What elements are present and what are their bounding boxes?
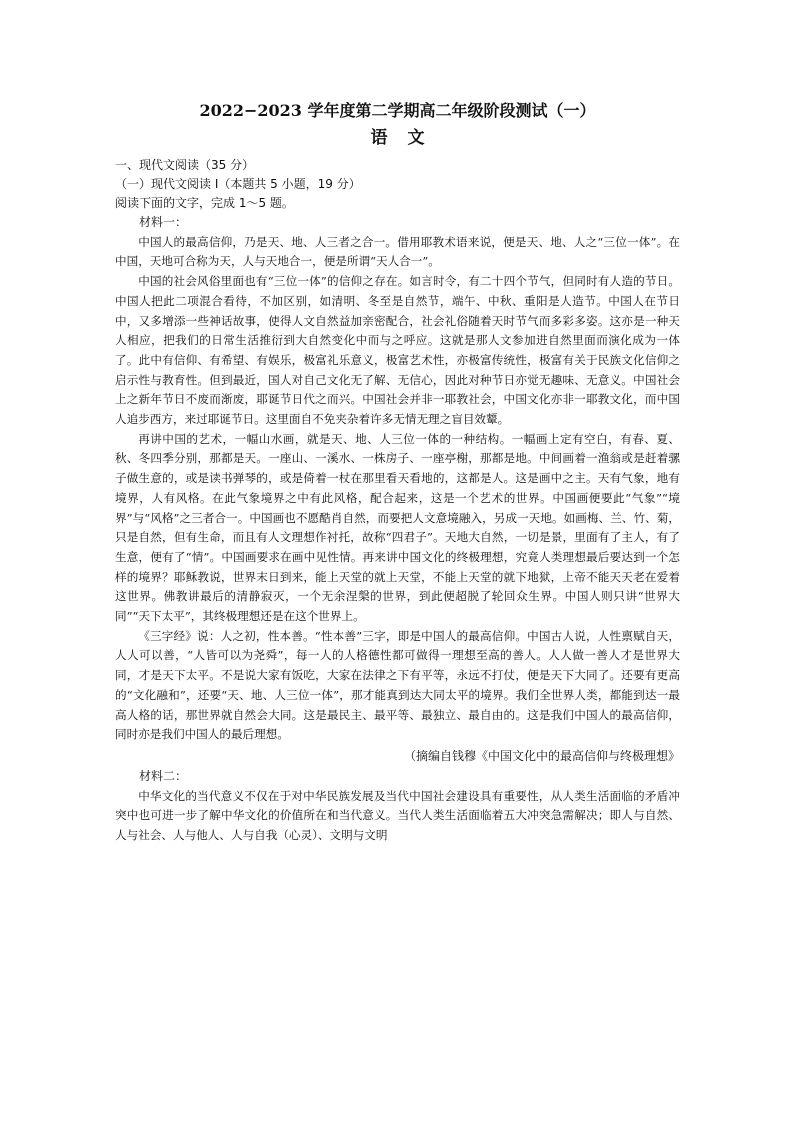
material-2-label: 材料二： <box>139 768 188 783</box>
subject-title: 语文 <box>370 128 445 148</box>
material-1-paragraph: 《三字经》说：人之初，性本善。“性本善”三字，即是中国人的最高信仰。中国古人说，人性禀赋自天，人人可以善，“人皆可以为尧舜”，每一人的人格德性都可做得一理想至高的善人。人人做一善人才是世界大同，才是天下太平。不是说大家有饭吃，大家在法律之下有平等，永远不打仗，便是天下大同了。还要有更高的“文化融和”，还要“天、地、人三位一体”，那才能真到达大同太平的境界。我们全世界人类，都能到达一最高人格的话，那世界就自然会大同。这是最民主、最平等、最独立、最自由的。这是我们中国人的最高信仰，同时亦是我们中国人的最后理想。 <box>115 628 680 742</box>
material-1-source: （摘编自钱穆《中国文化中的最高信仰与终极理想》 <box>403 748 680 763</box>
exam-title: 2022−2023 学年度第二学期高二年级阶段测试（一） <box>199 101 596 120</box>
material-1-paragraph: 中国的社会风俗里面也有“三位一体”的信仰之存在。如言时令，有二十四个节气，但同时有人造的节日。中国人把此二项混合看待，不加区别，如清明、冬至是自然节，端午、中秋、重阳是人造节。中国人在节日中，又多增添一些神话故事，使得人文自然益加亲密配合，社会礼俗随着天时节气而多彩多姿。这亦是一种天人相应，把我们的日常生活推衍到大自然变化中而与之呼应。这就是那人文参加进自然里面而演化成为一体了。此中有信仰、有希望、有娱乐，极富礼乐意义，极富艺术性，亦极富传统性，极富有关于民族文化信仰之启示性与教育性。但到最近，国人对自己文化无了解、无信心，因此对种节日亦觉无趣味、无意义。中国社会上之新年节日不废而渐废，耶诞节日代之而兴。中国社会并非一耶教社会，中国文化亦非一耶教文化，而中国人追步西方，来过耶诞节日。这里面自不免夹杂着许多无情无理之盲目效颦。 <box>115 274 680 427</box>
section-heading: 一、现代文阅读（35 分） <box>115 158 255 172</box>
material-1-paragraph: 中国人的最高信仰，乃是天、地、人三者之合一。借用耶教术语来说，便是天、地、人之“三位一体”。在中国，天地可合称为天，人与天地合一，便是所谓“天人合一”。 <box>115 234 680 269</box>
instruction: 阅读下面的文字，完成 1～5 题。 <box>115 196 294 210</box>
section-subheading: （一）现代文阅读 I（本题共 5 小题，19 分） <box>115 177 361 191</box>
material-2-paragraph: 中华文化的当代意义不仅在于对中华民族发展及当代中国社会建设具有重要性，从人类生活面临的矛盾冲突中也可进一步了解中华文化的价值所在和当代意义。当代人类生活面临着五大冲突急需解决；即人与自然、人与社会、人与他人、人与自我（心灵）、文明与文明 <box>115 788 680 843</box>
exam-page <box>115 98 680 846</box>
material-1-paragraph: 再讲中国的艺术，一幅山水画，就是天、地、人三位一体的一种结构。一幅画上定有空白，有春、夏、秋、冬四季分别，那都是天。一座山、一溪水、一株房子、一座亭榭，那都是地。中间画着一渔翁或是赶着骡子做生意的，或是读书弹琴的，或是倚着一杖在那里看天看地的，这都是人。这是画中之主。天有气象，地有境界，人有风格。在此气象境界之中有此风格，配合起来，这是一个艺术的世界。中国画便要此“气象”“境界”与“风格”之三者合一。中国画也不愿酷肖自然，而要把人文意境融入，另成一天地。如画梅、兰、竹、菊，只是自然，但有生命，而且有人文理想作衬托，故称“四君子”。天地大自然，一切是景，里面有了主人，有了生意，便有了“情”。中国画要求在画中见性情。再来讲中国文化的终极理想，究竟人类理想最后要达到一个怎样的境界？耶稣教说，世界末日到来，能上天堂的就上天堂，不能上天堂的就下地狱，上帝不能天天老在爱着这世界。佛教讲最后的清静寂灭，一个无余涅槃的世界，到此便超脱了轮回众生界。中国人则只讲“世界大同”“天下太平”，其终极理想还是在这个世界上。 <box>115 431 680 624</box>
material-1-label: 材料一： <box>139 215 188 229</box>
